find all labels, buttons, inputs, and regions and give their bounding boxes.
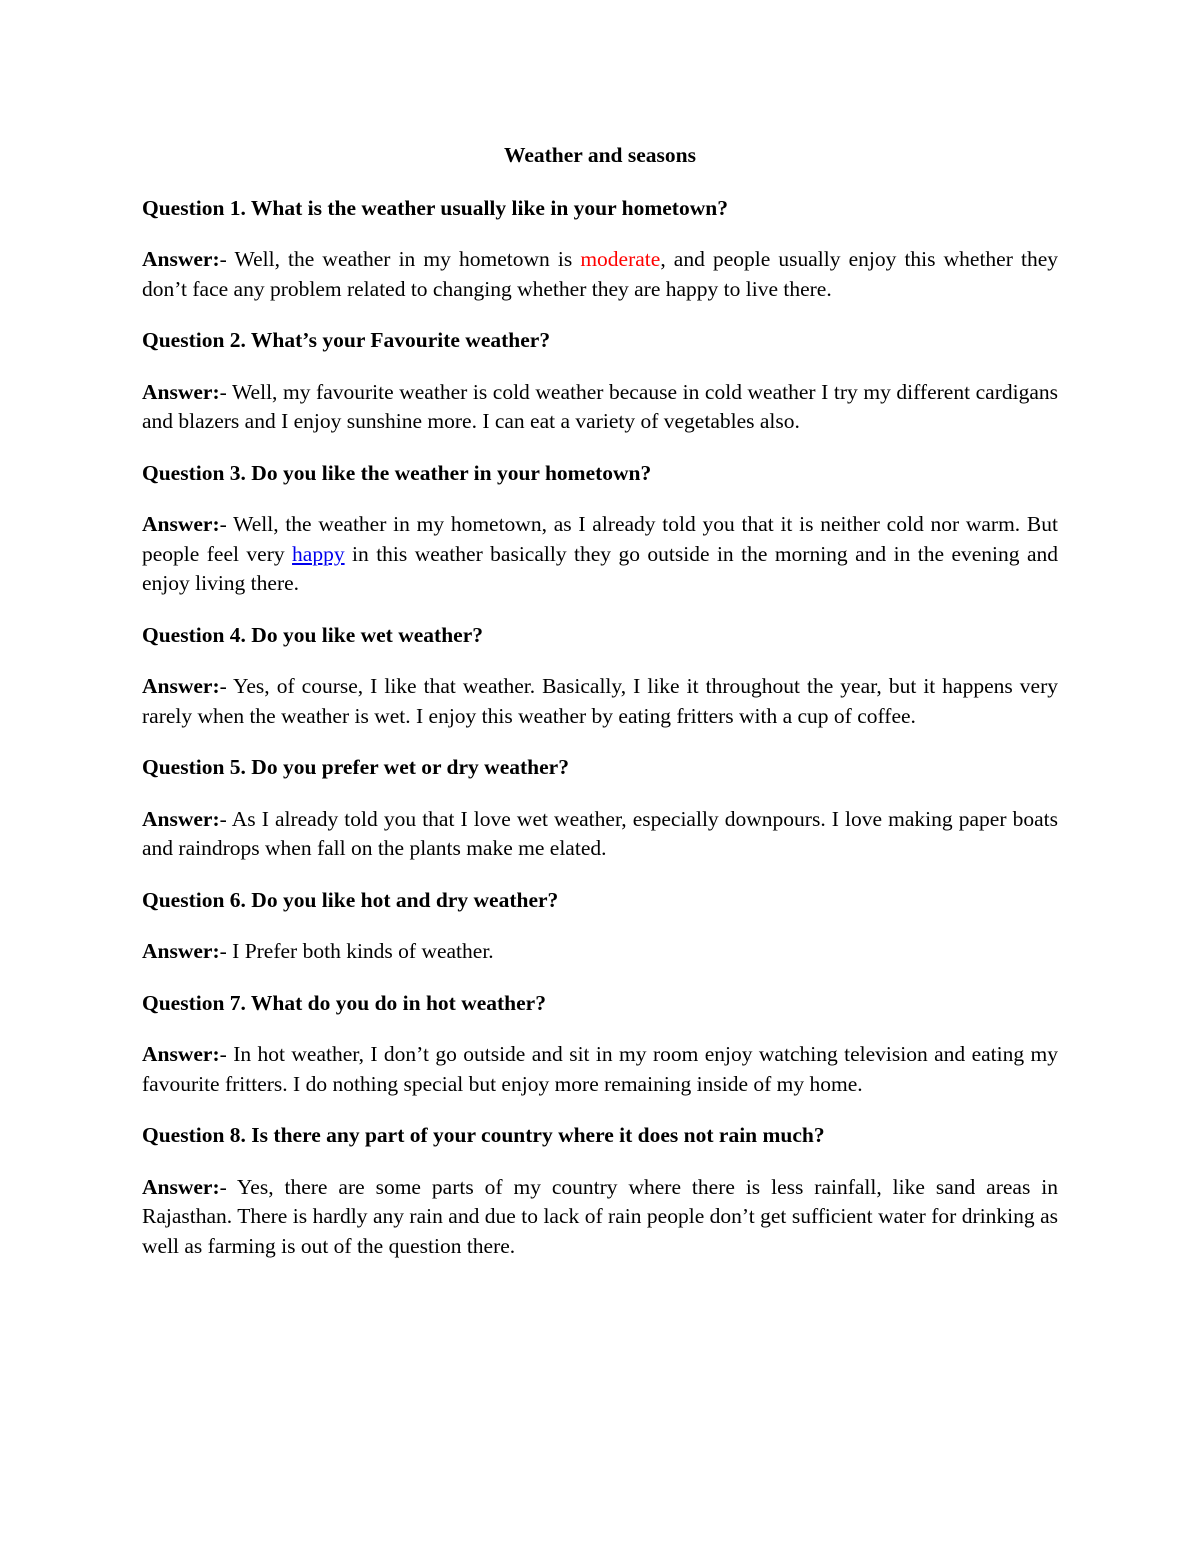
answer-8 xyxy=(142,1173,1058,1262)
question-3: Question 3. Do you like the weather in your hometown? xyxy=(142,460,652,485)
answer-label: Answer: xyxy=(142,1042,220,1066)
answer-1 xyxy=(142,245,1058,304)
question-1: Question 1. What is the weather usually like in your hometown? xyxy=(142,195,728,220)
answer-4 xyxy=(142,672,1058,731)
answer-text: in this weather basically they go outside in the morning and in the evening and enjoy living there. xyxy=(142,541,1058,595)
answer-label: Answer: xyxy=(142,1174,220,1199)
document-body xyxy=(142,141,1058,1283)
answer-text: - Well, the weather in my hometown, as I already told you that it is neither cold nor warm. But people feel very xyxy=(142,512,1058,566)
answer-label: Answer: xyxy=(142,247,220,271)
question-6: Question 6. Do you like hot and dry weather? xyxy=(142,887,559,912)
question-8: Question 8. Is there any part of your country where it does not rain much? xyxy=(142,1123,825,1147)
answer-label: Answer: xyxy=(142,939,220,963)
answer-text: - Well, my favourite weather is cold weather because in cold weather I try my different cardigans and blazers and I enjoy sunshine more. I can eat a variety of vegetables also. xyxy=(142,379,1058,433)
question-4: Question 4. Do you like wet weather? xyxy=(142,622,483,647)
answer-7 xyxy=(142,1040,1058,1099)
answer-text: - As I already told you that I love wet weather, especially downpours. I love making paper boats and raindrops when fall on the plants make me elated. xyxy=(142,806,1058,860)
answer-5 xyxy=(142,805,1058,864)
answer-text: - In hot weather, I don’t go outside and sit in my room enjoy watching television and eating my favourite fritters. I do nothing special but enjoy more remaining inside of my home. xyxy=(142,1042,1058,1096)
answer-label: Answer: xyxy=(142,674,220,698)
answer-3 xyxy=(142,510,1058,599)
highlighted-word: moderate xyxy=(580,247,661,271)
question-7: Question 7. What do you do in hot weather? xyxy=(142,990,546,1015)
answer-text: - I Prefer both kinds of weather. xyxy=(219,939,494,963)
answer-6 xyxy=(142,937,1058,967)
question-2: Question 2. What’s your Favourite weather? xyxy=(142,328,551,352)
happy-link[interactable]: happy xyxy=(292,541,345,566)
question-5: Question 5. Do you prefer wet or dry weather? xyxy=(142,755,569,779)
answer-text: - Well, the weather in my hometown is xyxy=(219,247,581,271)
answer-text: , and people usually enjoy this whether they don’t face any problem related to changing whether they are happy to live there. xyxy=(142,247,1058,301)
answer-2 xyxy=(142,378,1058,437)
answer-label: Answer: xyxy=(142,379,220,404)
answer-text: - Yes, there are some parts of my country where there is less rainfall, like sand areas in Rajasthan. There is hardly any rain and due to lack of rain people don’t get sufficient water for drinking as well as farming is out of the question there. xyxy=(142,1174,1058,1258)
answer-label: Answer: xyxy=(142,806,220,831)
answer-text: - Yes, of course, I like that weather. Basically, I like it throughout the year, but it happens very rarely when the weather is wet. I enjoy this weather by eating fritters with a cup of coffee. xyxy=(142,674,1058,728)
document-title: Weather and seasons xyxy=(504,143,696,167)
answer-label: Answer: xyxy=(142,512,220,536)
